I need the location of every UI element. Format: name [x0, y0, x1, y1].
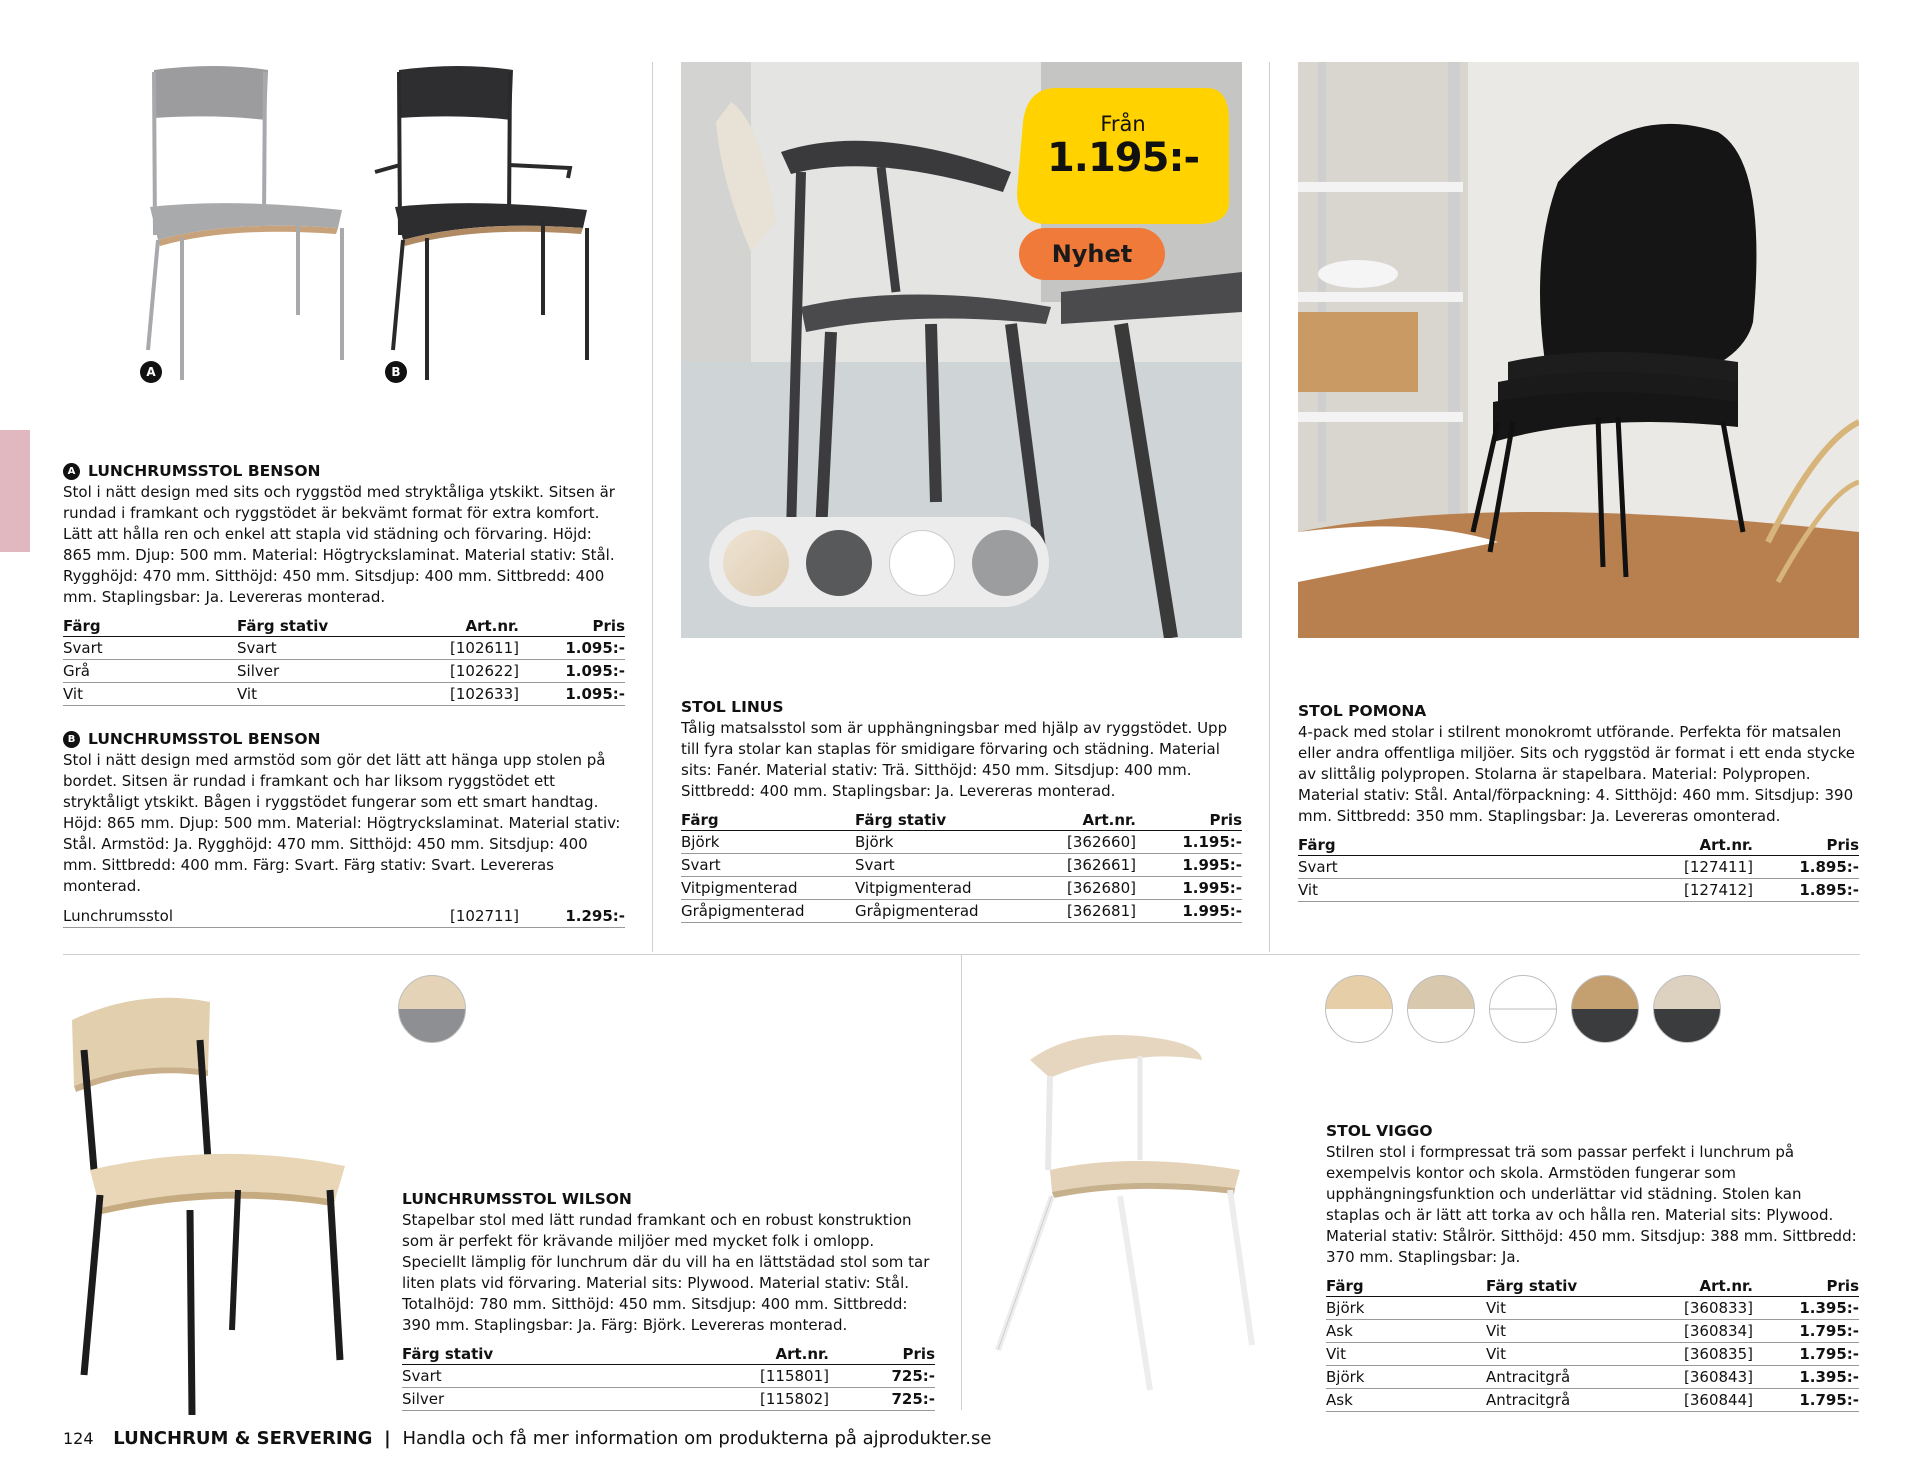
cell-price: 1.795:-	[1753, 1320, 1859, 1343]
table-row	[1298, 879, 1859, 902]
price-burst-from: Från	[1100, 112, 1146, 136]
table-row	[681, 900, 1242, 923]
cell-art-nr: [362661]	[1055, 854, 1136, 877]
cell-art-nr: [360843]	[1656, 1366, 1753, 1389]
cell-frame-color: Svart	[237, 637, 437, 660]
cell-price: 725:-	[829, 1365, 935, 1388]
pomona-scene	[1298, 62, 1859, 638]
viggo-swatch-bjork-vit	[1325, 975, 1393, 1043]
price-table	[681, 810, 1242, 923]
cell-art-nr: [362660]	[1055, 831, 1136, 854]
col-header: Färg	[1326, 1276, 1486, 1297]
swatch-grapigmenterad	[972, 530, 1038, 596]
footer-tagline[interactable]: Handla och få mer information om produkterna på ajprodukter.se	[402, 1428, 992, 1449]
page-footer	[63, 1428, 991, 1449]
swatch-svart	[806, 530, 872, 596]
column-divider	[652, 62, 653, 952]
cell-color: Björk	[1326, 1297, 1486, 1320]
column-divider	[1269, 62, 1270, 952]
col-header: Art.nr.	[1656, 1276, 1753, 1297]
table-row	[1326, 1320, 1859, 1343]
product-title: STOL VIGGO	[1326, 1122, 1433, 1140]
cell-color: Svart	[1298, 856, 1672, 879]
swatch-bjork	[723, 530, 789, 596]
product-description: 4-pack med stolar i stilrent monokromt utförande. Perfekta för matsalen eller andra offentliga miljöer. Sits och ryggstöd är format i ett enda stycke av slittålig polypropen. Stolarna är stapelbara. Material: Polypropen. Material stativ: Stål. Antal/förpackning: 4. Sitthöjd: 460 mm. Sitsdjup: 390 mm. Sittbredd: 350 mm. Staplingsbar: Ja. Levereras omonterad.	[1298, 723, 1856, 825]
footer-divider: |	[384, 1428, 391, 1449]
col-header: Färg stativ	[402, 1344, 702, 1365]
cell-price: 1.095:-	[519, 660, 625, 683]
cell-color: Gråpigmenterad	[681, 900, 855, 923]
cell-frame-color: Svart	[855, 854, 1055, 877]
table-row	[63, 905, 625, 928]
col-header: Färg	[681, 810, 855, 831]
cell-price: 1.895:-	[1753, 879, 1859, 902]
price-table	[1326, 1276, 1859, 1412]
product-viggo	[1326, 1122, 1859, 1412]
viggo-swatch-ask-vit	[1407, 975, 1475, 1043]
product-title: LUNCHRUMSSTOL WILSON	[402, 1190, 632, 1208]
cell-art-nr: [360844]	[1656, 1389, 1753, 1412]
cell-price: 1.995:-	[1136, 900, 1242, 923]
price-table	[63, 905, 625, 928]
col-header: Pris	[1136, 810, 1242, 831]
cell-art-nr: [127412]	[1672, 879, 1753, 902]
table-row	[1326, 1366, 1859, 1389]
page-number: 124	[63, 1429, 94, 1448]
new-badge: Nyhet	[1019, 228, 1165, 280]
cell-color: Svart	[681, 854, 855, 877]
price-table	[63, 616, 625, 706]
cell-art-nr: [102611]	[437, 637, 519, 660]
cell-art-nr: [362681]	[1055, 900, 1136, 923]
product-benson-a	[63, 462, 625, 706]
cell-color: Vit	[1326, 1343, 1486, 1366]
cell-art-nr: [362680]	[1055, 877, 1136, 900]
product-description: Stilren stol i formpressat trä som passar perfekt i lunchrum på exempelvis kontor och skola. Armstöden fungerar som upphängningsfunktion och underlättar vid städning. Stolen kan staplas och är lätt att torka av och hålla ren. Material sits: Plywood. Material stativ: Stålrör. Sitthöjd: 450 mm. Sitsdjup: 388 mm. Sittbredd: 370 mm. Staplingsbar: Ja.	[1326, 1143, 1857, 1266]
col-header: Färg	[1298, 835, 1672, 856]
marker-b: B	[63, 731, 80, 748]
wilson-swatch	[398, 975, 466, 1043]
viggo-swatch-vit-vit	[1489, 975, 1557, 1043]
cell-product: Lunchrumsstol	[63, 905, 437, 928]
cell-frame-color: Vit	[237, 683, 437, 706]
col-header: Pris	[829, 1344, 935, 1365]
price-burst-price: 1.195:-	[1046, 135, 1200, 181]
product-description: Stol i nätt design med armstöd som gör det lätt att hänga upp stolen på bordet. Sitsen är rundad i framkant och har liksom ryggstödet ett stryktåligt ytskikt. Bågen i ryggstödet fungerar som ett smart handtag. Höjd: 865 mm. Djup: 500 mm. Material: Högtryckslaminat. Material stativ: Stål. Armstöd: Ja. Rygghöjd: 470 mm. Sitthöjd: 450 mm. Sitsdjup: 400 mm. Sittbredd: 400 mm. Färg: Svart. Färg stativ: Svart. Levereras monterad.	[63, 751, 621, 895]
viggo-chair-image	[990, 1020, 1290, 1400]
viggo-swatch-bjork-antracit	[1571, 975, 1639, 1043]
table-row	[63, 683, 625, 706]
table-row	[681, 877, 1242, 900]
cell-frame-color: Silver	[237, 660, 437, 683]
product-description: Stol i nätt design med sits och ryggstöd med stryktåliga ytskikt. Sitsen är rundad i framkant och ryggstödet är bekvämt format för extra komfort. Lätt att hålla ren och enkel att stapla vid städning och förvaring. Höjd: 865 mm. Djup: 500 mm. Material: Högtryckslaminat. Material stativ: Stål. Rygghöjd: 470 mm. Sitthöjd: 450 mm. Sitsdjup: 400 mm. Sittbredd: 400 mm. Staplingsbar: Ja. Levereras monterad.	[63, 483, 615, 606]
product-linus	[681, 698, 1242, 923]
cell-art-nr: [360835]	[1656, 1343, 1753, 1366]
product-title-text: LUNCHRUMSSTOL BENSON	[88, 730, 321, 748]
cell-frame-color: Vitpigmenterad	[855, 877, 1055, 900]
benson-a-chair-image	[120, 60, 360, 390]
cell-price: 1.995:-	[1136, 877, 1242, 900]
cell-frame-color: Antracitgrå	[1486, 1389, 1656, 1412]
price-table	[402, 1344, 935, 1411]
viggo-swatch-ask-antracit	[1653, 975, 1721, 1043]
cell-price: 1.395:-	[1753, 1366, 1859, 1389]
cell-art-nr: [115802]	[702, 1388, 829, 1411]
product-title: STOL LINUS	[681, 698, 784, 716]
benson-b-chair-image	[365, 60, 605, 390]
cell-price: 1.395:-	[1753, 1297, 1859, 1320]
pomona-photo	[1298, 62, 1859, 638]
cell-color: Grå	[63, 660, 237, 683]
marker-a: A	[63, 463, 80, 480]
column-divider	[961, 955, 962, 1410]
cell-price: 1.195:-	[1136, 831, 1242, 854]
cell-frame-color: Björk	[855, 831, 1055, 854]
price-table	[1298, 835, 1859, 902]
cell-art-nr: [127411]	[1672, 856, 1753, 879]
cell-art-nr: [102622]	[437, 660, 519, 683]
image-marker-b: B	[385, 361, 407, 383]
col-header: Pris	[519, 616, 625, 637]
cell-art-nr: [102711]	[437, 905, 519, 928]
cell-price: 1.795:-	[1753, 1343, 1859, 1366]
cell-frame-color: Vit	[1486, 1297, 1656, 1320]
section-name: LUNCHRUM & SERVERING	[113, 1428, 373, 1449]
product-title	[63, 730, 625, 748]
product-pomona	[1298, 702, 1859, 902]
table-row	[402, 1365, 935, 1388]
table-row	[681, 854, 1242, 877]
cell-price: 725:-	[829, 1388, 935, 1411]
product-title-text: LUNCHRUMSSTOL BENSON	[88, 462, 321, 480]
table-row	[1326, 1297, 1859, 1320]
swatch-vitpigmenterad	[889, 530, 955, 596]
col-header: Färg	[63, 616, 237, 637]
table-row	[63, 637, 625, 660]
product-description: Tålig matsalsstol som är upphängningsbar med hjälp av ryggstödet. Upp till fyra stolar kan staplas för smidigare förvaring och städning. Material sits: Fanér. Material stativ: Trä. Sitthöjd: 450 mm. Sitsdjup: 400 mm. Sittbredd: 400 mm. Staplingsbar: Ja. Levereras monterad.	[681, 719, 1228, 800]
cell-color: Vit	[63, 683, 237, 706]
col-header: Pris	[1753, 1276, 1859, 1297]
product-benson-b	[63, 730, 625, 928]
table-row	[1326, 1389, 1859, 1412]
product-title: STOL POMONA	[1298, 702, 1427, 720]
cell-price: 1.895:-	[1753, 856, 1859, 879]
cell-color: Björk	[1326, 1366, 1486, 1389]
product-description: Stapelbar stol med lätt rundad framkant och en robust konstruktion som är perfekt för krävande miljöer med mycket folk i omlopp. Speciellt lämplig för lunchrum där du vill ha en lättstädad stol som tar liten plats vid förvaring. Material sits: Plywood. Material stativ: Stål. Totalhöjd: 780 mm. Sitthöjd: 450 mm. Sitsdjup: 400 mm. Sittbredd: 390 mm. Staplingsbar: Ja. Färg: Björk. Levereras monterad.	[402, 1211, 930, 1334]
cell-frame-color: Svart	[402, 1365, 702, 1388]
cell-art-nr: [102633]	[437, 683, 519, 706]
col-header: Art.nr.	[1672, 835, 1753, 856]
image-marker-a: A	[140, 361, 162, 383]
col-header: Färg stativ	[855, 810, 1055, 831]
cell-frame-color: Antracitgrå	[1486, 1366, 1656, 1389]
product-wilson	[402, 1190, 935, 1411]
product-title	[63, 462, 625, 480]
table-row	[1326, 1343, 1859, 1366]
col-header: Art.nr.	[1055, 810, 1136, 831]
section-tab	[0, 430, 30, 552]
col-header: Art.nr.	[702, 1344, 829, 1365]
cell-price: 1.295:-	[519, 905, 625, 928]
cell-price: 1.095:-	[519, 683, 625, 706]
table-row	[681, 831, 1242, 854]
cell-color: Svart	[63, 637, 237, 660]
col-header: Färg stativ	[237, 616, 437, 637]
cell-art-nr: [360833]	[1656, 1297, 1753, 1320]
table-row	[63, 660, 625, 683]
cell-color: Vit	[1298, 879, 1672, 902]
cell-frame-color: Gråpigmenterad	[855, 900, 1055, 923]
cell-art-nr: [360834]	[1656, 1320, 1753, 1343]
table-row	[402, 1388, 935, 1411]
table-row	[1298, 856, 1859, 879]
linus-photo	[681, 62, 1242, 638]
col-header: Färg stativ	[1486, 1276, 1656, 1297]
cell-frame-color: Silver	[402, 1388, 702, 1411]
cell-frame-color: Vit	[1486, 1320, 1656, 1343]
wilson-chair-image	[60, 990, 360, 1420]
cell-frame-color: Vit	[1486, 1343, 1656, 1366]
cell-price: 1.095:-	[519, 637, 625, 660]
cell-color: Björk	[681, 831, 855, 854]
col-header: Art.nr.	[437, 616, 519, 637]
cell-color: Vitpigmenterad	[681, 877, 855, 900]
cell-color: Ask	[1326, 1389, 1486, 1412]
col-header: Pris	[1753, 835, 1859, 856]
cell-art-nr: [115801]	[702, 1365, 829, 1388]
cell-price: 1.995:-	[1136, 854, 1242, 877]
cell-price: 1.795:-	[1753, 1389, 1859, 1412]
cell-color: Ask	[1326, 1320, 1486, 1343]
